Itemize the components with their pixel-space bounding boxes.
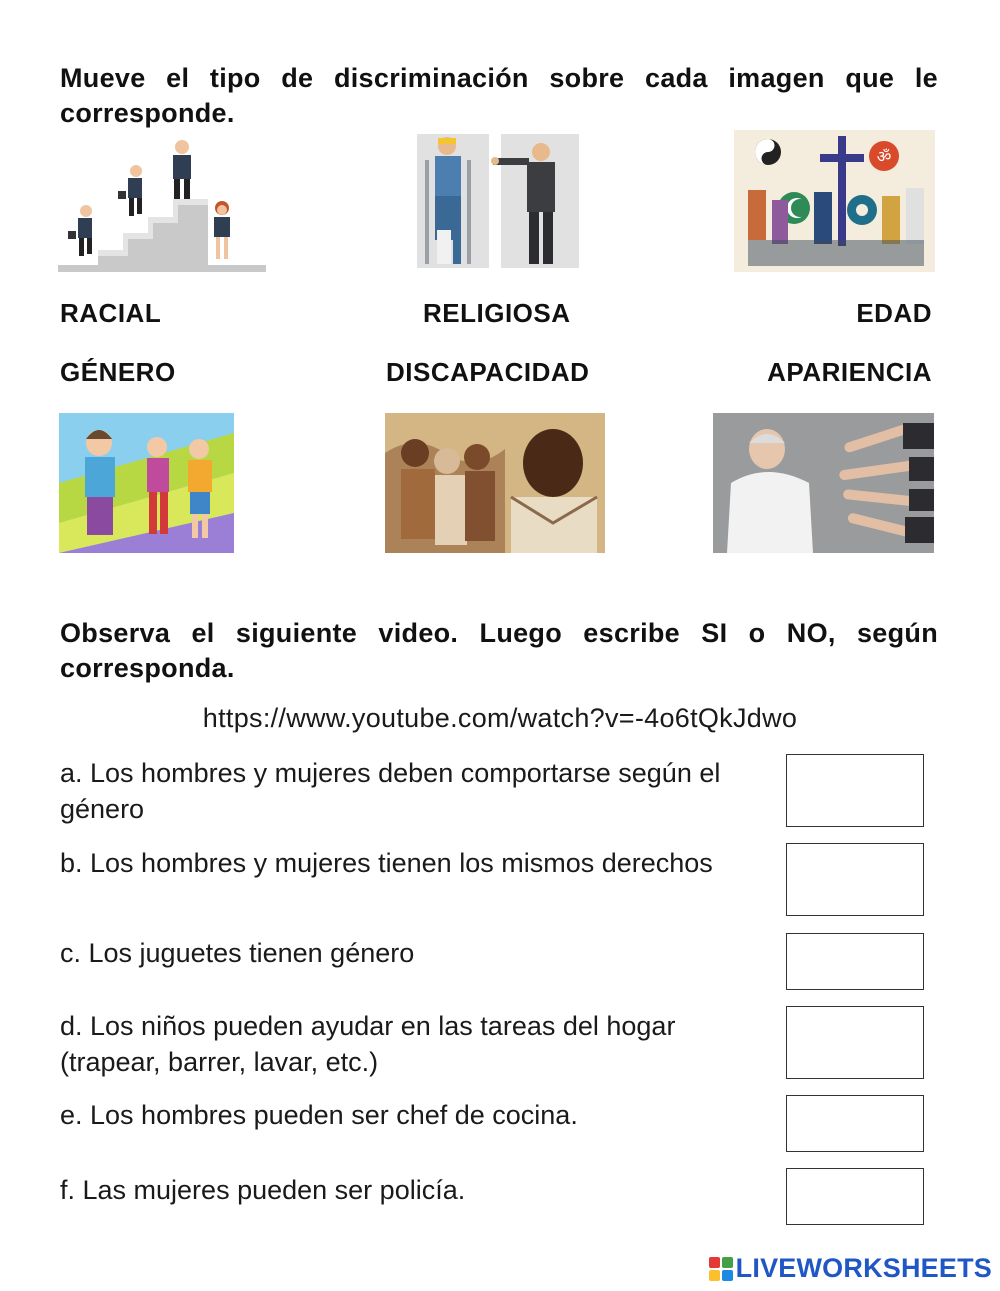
religious-symbols-group-illustration <box>734 130 935 272</box>
logo-grid-icon <box>709 1257 733 1281</box>
statement-c: c. Los juguetes tienen género <box>60 938 415 968</box>
svg-text:ॐ: ॐ <box>876 147 892 166</box>
logo-text: LIVEWORKSHEETS <box>735 1253 992 1283</box>
statement-b: b. Los hombres y mujeres tienen los mismos derechos <box>60 848 713 878</box>
statement-a: a. Los hombres y mujeres deben comportarse según el género <box>60 758 721 824</box>
answer-box-f[interactable] <box>786 1168 924 1225</box>
label-genero[interactable]: GÉNERO <box>60 357 176 387</box>
label-religiosa[interactable]: RELIGIOSA <box>423 298 571 328</box>
crying-group-and-sad-boy-painting <box>385 413 605 553</box>
label-racial[interactable]: RACIAL <box>60 298 162 328</box>
fingers-pointing-at-sad-old-man-photo <box>713 413 934 553</box>
answer-box-a[interactable] <box>786 754 924 827</box>
label-apariencia[interactable]: APARIENCIA <box>767 357 932 387</box>
statement-d: d. Los niños pueden ayudar en las tareas del hogar (trapear, barrer, lavar, etc.) <box>60 1011 676 1077</box>
answer-box-e[interactable] <box>786 1095 924 1152</box>
answer-box-c[interactable] <box>786 933 924 990</box>
children-mocking-girl-illustration <box>59 413 234 553</box>
stairs-climbing-businesspeople-illustration <box>58 135 266 272</box>
answer-box-d[interactable] <box>786 1006 924 1079</box>
statement-e: e. Los hombres pueden ser chef de cocina. <box>60 1100 578 1130</box>
answer-box-b[interactable] <box>786 843 924 916</box>
instruction-drag-labels: Mueve el tipo de discriminación sobre cada imagen que le corresponde. <box>60 63 938 128</box>
video-url-link[interactable]: https://www.youtube.com/watch?v=-4o6tQkJdwo <box>202 703 798 733</box>
liveworksheets-logo <box>709 1253 992 1284</box>
label-edad[interactable]: EDAD <box>856 298 932 328</box>
instruction-video-si-no: Observa el siguiente video. Luego escribe SI o NO, según corresponda. <box>60 618 938 683</box>
statement-f: f. Las mujeres pueden ser policía. <box>60 1175 466 1205</box>
label-discapacidad[interactable]: DISCAPACIDAD <box>386 357 590 387</box>
crutches-man-and-businessman-pointing-illustration <box>413 130 581 272</box>
